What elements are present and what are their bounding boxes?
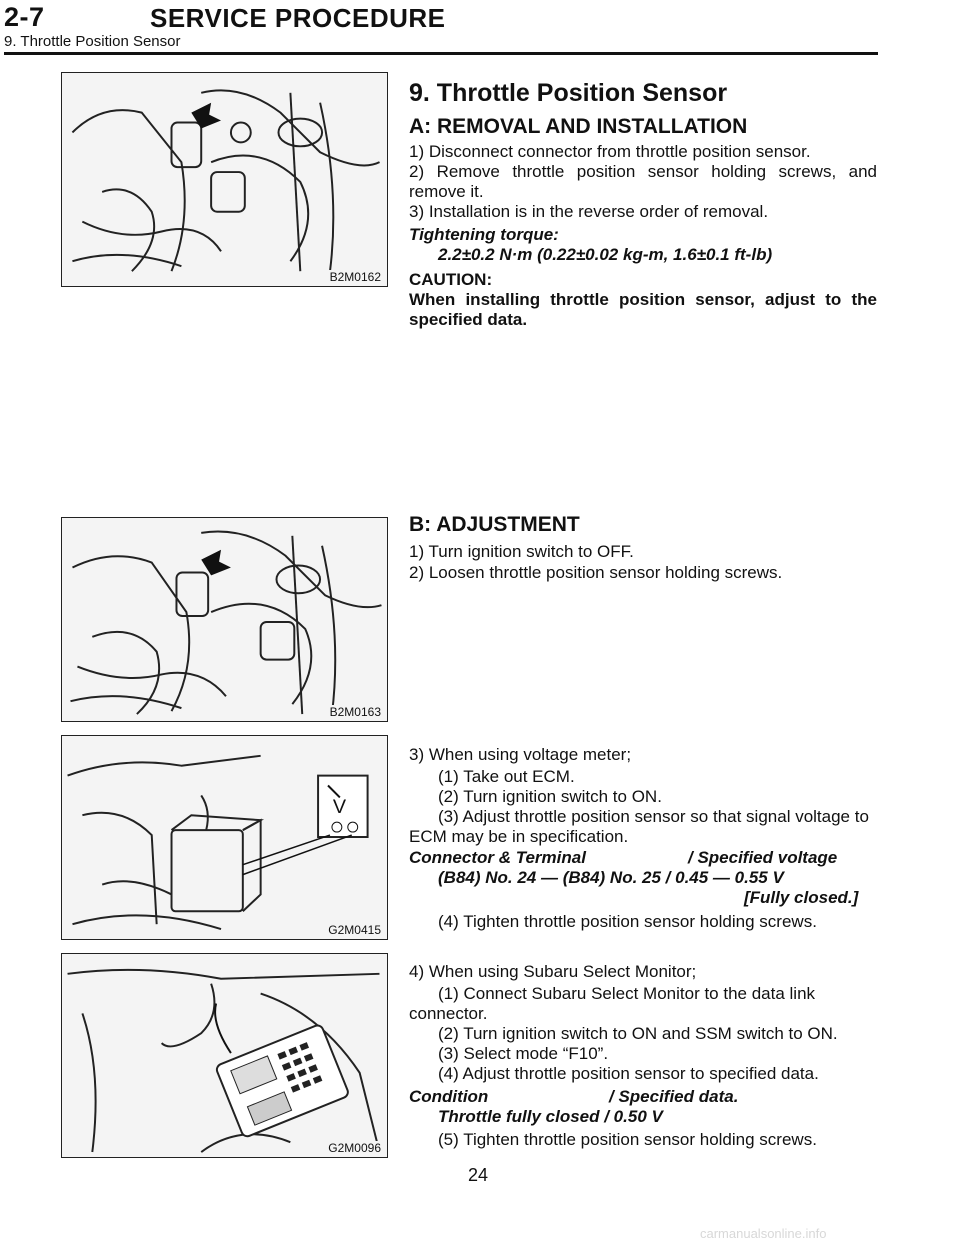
select-monitor-illustration xyxy=(62,954,387,1157)
svg-text:V: V xyxy=(332,796,347,819)
part-a-heading: A: REMOVAL AND INSTALLATION xyxy=(409,115,748,138)
part-b-step-3-1: (1) Take out ECM. xyxy=(438,767,575,786)
part-b-step-4-5: (5) Tighten throttle position sensor holding screws. xyxy=(438,1130,817,1149)
cond-header-right: / Specified data. xyxy=(609,1087,739,1106)
torque-label: Tightening torque: xyxy=(409,225,559,244)
engine-illustration xyxy=(62,73,387,286)
spec-value: (B84) No. 24 — (B84) No. 25 / 0.45 — 0.55 V xyxy=(438,868,784,887)
part-b-step-4-4: (4) Adjust throttle position sensor to specified data. xyxy=(438,1064,819,1083)
pointer-arrow-icon xyxy=(201,550,231,576)
part-b-step-1: 1) Turn ignition switch to OFF. xyxy=(409,542,634,561)
figure-engine-sensor-2 xyxy=(61,517,388,722)
part-b-step-4-1: (1) Connect Subaru Select Monitor to the data link connector. xyxy=(409,984,816,1023)
caution-text: When installing throttle position sensor, adjust to the specified data. xyxy=(409,290,877,329)
engine-illustration xyxy=(62,518,387,721)
part-b-step-4-2: (2) Turn ignition switch to ON and SSM switch to ON. xyxy=(438,1024,838,1043)
spec-header-left: Connector & Terminal xyxy=(409,848,586,867)
figure-code: B2M0162 xyxy=(329,270,381,284)
spec-note: [Fully closed.] xyxy=(744,888,859,907)
figure-code: G2M0415 xyxy=(328,923,381,937)
figure-select-monitor xyxy=(61,953,388,1158)
header-subtitle: 9. Throttle Position Sensor xyxy=(4,33,181,50)
part-b-step-3-4: (4) Tighten throttle position sensor holding screws. xyxy=(438,912,817,931)
spec-header-right: / Specified voltage xyxy=(688,848,838,867)
ecm-voltmeter-illustration xyxy=(62,736,387,939)
part-b-step-4: 4) When using Subaru Select Monitor; xyxy=(409,962,697,981)
part-b-step-3-3: (3) Adjust throttle position sensor so that signal voltage to ECM may be in specification. xyxy=(409,807,869,846)
part-b-step-4-3: (3) Select mode “F10”. xyxy=(438,1044,609,1063)
part-b-step-3-2: (2) Turn ignition switch to ON. xyxy=(438,787,662,806)
cond-header-left: Condition xyxy=(409,1087,489,1106)
figure-code: G2M0096 xyxy=(328,1141,381,1155)
part-a-step-3: 3) Installation is in the reverse order of removal. xyxy=(409,202,769,221)
part-b-step-2: 2) Loosen throttle position sensor holding screws. xyxy=(409,563,783,582)
watermark: carmanualsonline.info xyxy=(700,1226,827,1241)
section-number: 2-7 xyxy=(4,2,45,32)
header-title: SERVICE PROCEDURE xyxy=(150,3,446,33)
torque-value: 2.2±0.2 N·m (0.22±0.02 kg-m, 1.6±0.1 ft-lb) xyxy=(438,245,773,264)
section-title: 9. Throttle Position Sensor xyxy=(409,79,728,107)
part-b-step-3: 3) When using voltage meter; xyxy=(409,745,632,764)
cond-value: Throttle fully closed / 0.50 V xyxy=(438,1107,663,1126)
pointer-arrow-icon xyxy=(191,103,221,129)
header-rule xyxy=(4,52,878,55)
figure-engine-sensor-1 xyxy=(61,72,388,287)
part-a-step-1: 1) Disconnect connector from throttle position sensor. xyxy=(409,142,811,161)
part-a-step-2: 2) Remove throttle position sensor holding screws, and remove it. xyxy=(409,162,877,201)
part-b-heading: B: ADJUSTMENT xyxy=(409,513,580,536)
figure-ecm-voltmeter xyxy=(61,735,388,940)
figure-code: B2M0163 xyxy=(329,705,381,719)
caution-label: CAUTION: xyxy=(409,270,493,289)
page-number: 24 xyxy=(468,1165,489,1185)
